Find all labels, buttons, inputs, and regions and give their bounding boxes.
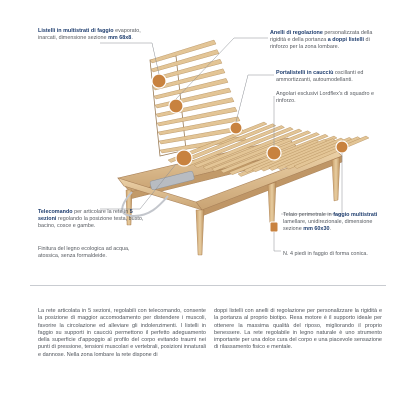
slat-detail-badge [152,74,166,88]
remote-detail-badge [176,150,192,166]
slats-title: Listelli in multistrati di faggio [38,28,114,34]
holder-detail-badge [230,122,242,134]
frame-text2: lamellare, unidirezionale, dimensione sezione [283,219,373,233]
frame-annotation [283,212,383,233]
ring-detail-badge [169,99,183,113]
slats-size: mm 68x8 [108,35,132,42]
remote-end: regolando la posizione testa, busto, bacino, cosce e gambe. [38,216,144,230]
rings-annotation [270,30,382,51]
rings-end: di rinforzo per la zona lombare. [270,37,370,51]
section-divider [30,285,386,286]
legs-text: N. 4 piedi in faggio di forma conica. [283,251,368,257]
description-right-column [214,308,382,352]
slats-annotation [38,28,150,42]
rings-title: Anelli di regolazione [270,30,323,36]
rings-text: personalizzata della rigidità e della portanza [270,30,373,44]
corner-detail-badge [267,146,281,160]
frame-size: mm 60x30 [303,226,330,233]
finish-text: Finitura del legno ecologica ad acqua, atossica, senza formaldeide. [38,246,130,260]
corners-annotation [276,91,382,105]
head-slat [155,88,231,108]
frame-material: faggio multistrati [333,212,378,218]
finish-annotation [38,246,152,260]
description-left-text: La rete articolata in 5 sezioni, regolabili con telecomando, consente la posizione di maggior accomodamento per distendere i muscoli, favorire la circolazione ed alleviare gli indolenzimenti. I listelli in faggio su supporti in caucciù permettono il perfetto adeguamento della superficie d'appoggio al profilo del corpo evitando traumi nei punti di pressione, tensioni muscolari e vertebrali, posizioni innaturali e dannose. Nella zona lombare la rete dispone di [38,308,206,358]
slats-end: . [131,35,133,42]
frame-text: Telaio perimetrale in [283,212,334,218]
remote-title: Telecomando [38,209,73,215]
holders-annotation [276,70,382,84]
holders-title: Portalistelli in caucciù [276,70,334,76]
holders-text: oscillanti ed ammortizzanti, autoumodellanti. [276,70,364,84]
description-left-column [38,308,206,359]
frame-detail-badge [336,141,348,153]
description-right-text: doppi listelli con anelli di regolazione per personalizzare la rigidità e la portanza al proprio biotipo. Rexa motore è il supporto ideale per ottenere la massima qualità del riposo, migliorando il proprio benessere. La rete regolabile in legno naturale è uno strumento importante per una dolce cura del corpo e una piacevole sensazione di rilassamento fisico e mentale. [214,308,382,351]
corners-text: Angolari esclusivi Lordflex's di squadro e rinforzo. [276,91,375,105]
legs-annotation [283,251,383,258]
frame-end: . [329,226,332,233]
remote-annotation [38,209,150,230]
slats-text: evaporato, inarcati, dimensione sezione [38,28,141,42]
leg-detail-badge [270,222,278,232]
remote-sections: 5 sezioni [38,209,133,223]
remote-text: per articolare la rete in [72,209,130,215]
rings-double: a doppi listelli [327,37,365,44]
